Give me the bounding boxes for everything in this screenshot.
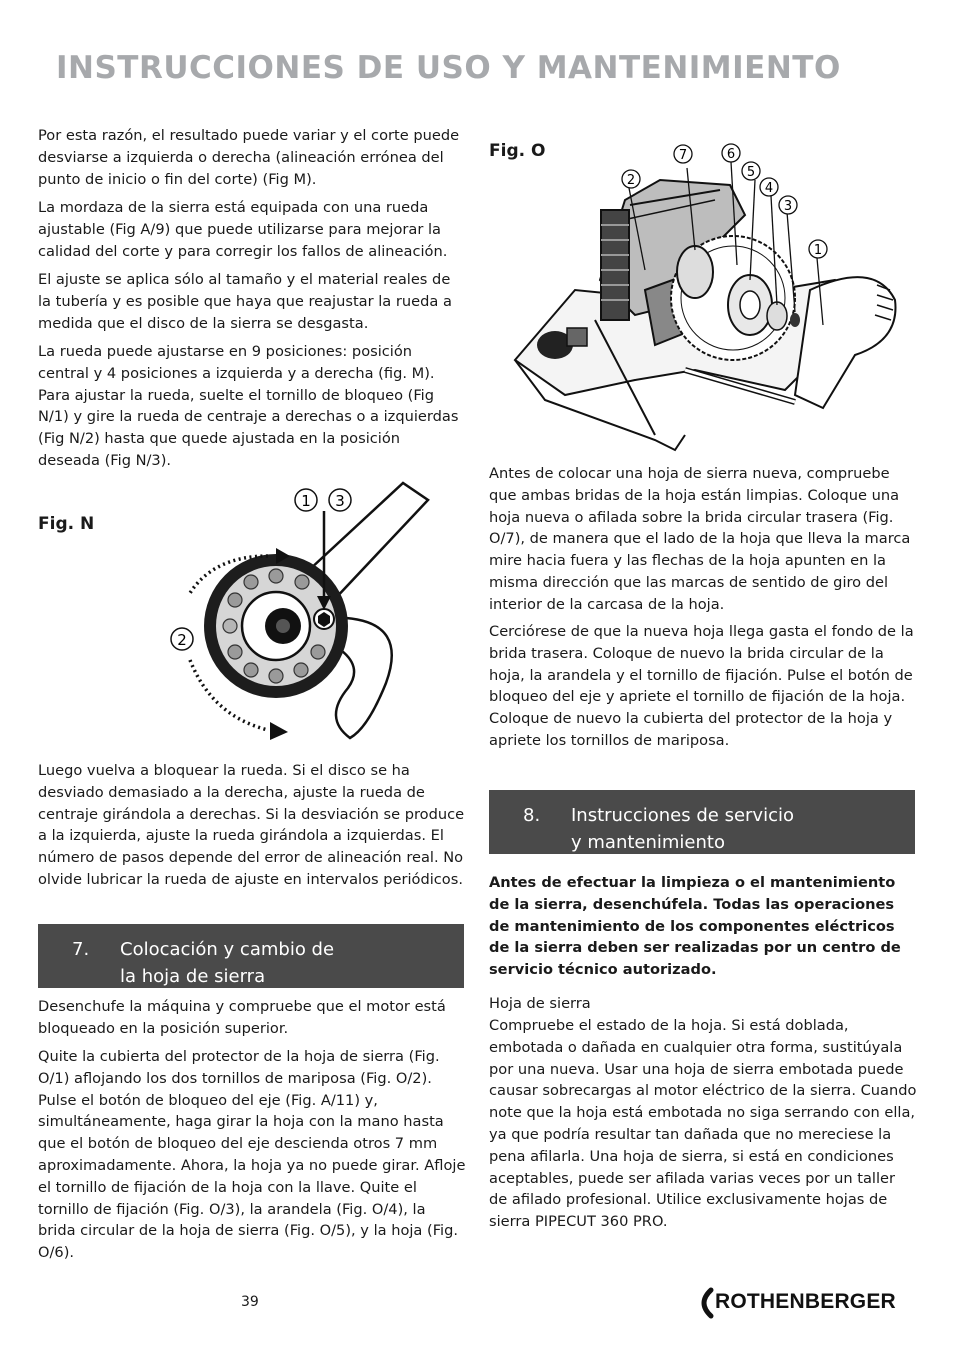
callout-3-text: 3: [335, 492, 345, 510]
page-title: INSTRUCCIONES DE USO Y MANTENIMIENTO: [56, 50, 841, 86]
callout-o-2-text: 2: [626, 173, 636, 188]
figure-o-saw-diagram: [505, 140, 905, 460]
paragraph-blade-seating: Cerciórese de que la nueva hoja llega gasta el fondo de la brida trasera. Coloque de nuevo la brida circular de la hoja, la arandela y el tornillo de fijación. Pulse el botón de bloqueo del eje y apriete el tornillo de fijación de la hoja. Coloque de nuevo la cubierta del protector de la hoja y apriete los tornillos de mariposa.: [489, 623, 914, 749]
section-8-number: 8.: [523, 805, 541, 826]
maintenance-warning: Antes de efectuar la limpieza o el mantenimiento de la sierra, desenchúfela. Todas las operaciones de mantenimiento de los componentes eléctricos de la sierra deben ser realizadas por un centro de servicio técnico autorizado.: [489, 874, 901, 979]
section-7-title-line1: Colocación y cambio de: [120, 939, 335, 960]
paragraph-adjustment-scope: El ajuste se aplica sólo al tamaño y el material reales de la tubería y es posible que haya que reajustar la rueda a medida que el disco de la sierra se desgasta.: [38, 271, 452, 332]
paragraph-new-blade: Antes de colocar una hoja de sierra nueva, compruebe que ambas bridas de la hoja están limpias. Coloque una hoja nueva o afilada sobre la brida circular trasera (Fig. O/7), de manera que el lado de la hoja que lleva la marca mire hacia fuera y las flechas de la hoja apunten en la misma dirección que las marcas de sentido de giro del interior de la carcasa de la hoja.: [489, 465, 911, 613]
figure-n-adjustment-wheel-diagram: [118, 478, 458, 754]
paragraph-cut-deviation: Por esta razón, el resultado puede variar y el corte puede desviarse a izquierda o derecha (alineación errónea del punto de inicio o fin del corte) (Fig M).: [38, 127, 460, 188]
paragraph-remove-blade: Quite la cubierta del protector de la hoja de sierra (Fig. O/1) aflojando los dos tornillos de mariposa (Fig. O/2). Pulse el botón de bloqueo del eje (Fig. A/11) y, simultáneamente, haga girar la hoja con la mano hasta que el botón de bloqueo del eje descienda otros 7 mm aproximadamente. Ahora, la hoja ya no puede girar. Afloje el tornillo de fijación de la hoja con la llave. Quite el tornillo de fijación (Fig. O/3), la arandela (Fig. O/4), la brida circular de la hoja de sierra (Fig. O/5), y la hoja (Fig. O/6).: [38, 1048, 466, 1262]
callout-o-3-text: 3: [783, 199, 793, 214]
callout-o-5-text: 5: [746, 165, 756, 180]
section-8-title-line2: y mantenimiento: [571, 832, 725, 853]
callout-o-6-text: 6: [726, 147, 736, 162]
section-7-number: 7.: [72, 939, 90, 960]
paragraph-lock-wheel: Luego vuelva a bloquear la rueda. Si el disco se ha desviado demasiado a la derecha, ajuste la rueda de centraje girándola a derechas. Si la desviación se produce a la izquierda, ajuste la rueda girándola a izquierdas. El número de pasos depende del error de alineación real. No olvide lubricar la rueda de ajuste en intervalos periódicos.: [38, 762, 465, 888]
section-8-title-line1: Instrucciones de servicio: [571, 805, 794, 826]
brand-name: ROTHENBERGER: [715, 1290, 896, 1313]
figure-n-label: Fig. N: [38, 514, 95, 534]
callout-2-text: 2: [177, 631, 187, 649]
rothenberger-logo: [693, 1286, 917, 1320]
callout-o-4-text: 4: [764, 181, 774, 196]
callout-o-7-text: 7: [678, 148, 688, 163]
paragraph-wheel-positions: La rueda puede ajustarse en 9 posiciones: posición central y 4 posiciones a izquierda y a derecha (fig. M). Para ajustar la rueda, suelte el tornillo de bloqueo (Fig N/1) y gire la rueda de centraje a derechas o a izquierdas (Fig N/2) hasta que quede ajustada en la posición deseada (Fig N/3).: [38, 343, 459, 469]
paragraph-blade-condition: Compruebe el estado de la hoja. Si está doblada, embotada o dañada en cualquier otra forma, sustitúyala por una nueva. Usar una hoja de sierra embotada puede causar sobrecargas al motor eléctrico de la sierra. Cuando note que la hoja está embotada no siga serrando con ella, ya que podría resultar tan dañada que no mereciese la pena afilarla. Una hoja de sierra, si está en condiciones aceptables, puede ser afilada varias veces por un taller de afilado profesional. Utilice exclusivamente hojas de sierra PIPECUT 360 PRO.: [489, 1017, 917, 1231]
callout-1-text: 1: [301, 492, 311, 510]
paragraph-unplug-machine: Desenchufe la máquina y compruebe que el motor está bloqueado en la posición superior.: [38, 998, 446, 1037]
section-7-title-line2: la hoja de sierra: [120, 966, 266, 987]
subheading-saw-blade: Hoja de sierra: [489, 995, 591, 1012]
figure-o-label: Fig. O: [489, 141, 546, 161]
callout-o-1-text: 1: [813, 243, 823, 258]
page-number: 39: [241, 1294, 259, 1310]
section-8-heading: [489, 790, 915, 854]
section-7-heading: [38, 924, 464, 988]
logo-arc-icon: [693, 1286, 715, 1320]
paragraph-adjustable-wheel: La mordaza de la sierra está equipada con una rueda ajustable (Fig A/9) que puede utilizarse para mejorar la calidad del corte y para corregir los fallos de alineación.: [38, 199, 448, 260]
